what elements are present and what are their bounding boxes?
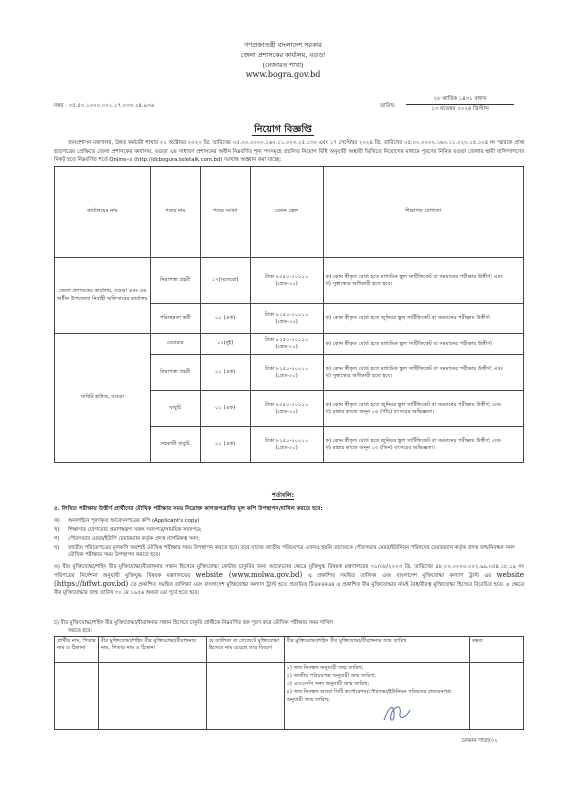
header-post: পদের নাম bbox=[150, 167, 200, 258]
count-cell: ০১ (এক) bbox=[200, 391, 250, 427]
office-name: জেলা প্রশাসকের কার্যালয়, বগুড়া bbox=[240, 51, 326, 59]
table-row bbox=[55, 258, 524, 304]
molwa-website-link[interactable]: website (www.molwa.gov.bd) bbox=[195, 571, 303, 579]
pay-cell: টাকা ৮২৫০-২০০১০ (গ্রেড-২০) bbox=[250, 427, 323, 463]
freedom-fighter-form-table bbox=[54, 636, 524, 730]
post-cell: বেয়ারার bbox=[150, 334, 200, 355]
pay-cell: টাকা ৮২৫০-২০০১০ (গ্রেড-২০) bbox=[250, 304, 323, 334]
govt-name: গণপ্রজাতন্ত্রী বাংলাদেশ সরকার bbox=[244, 41, 322, 49]
blank-cell bbox=[98, 663, 206, 730]
condition-form-instruction: চ) বীর মুক্তিযোদ্ধা/শহিদ বীর মুক্তিযোদ্ধা/বীরাঙ্গনার সন্তান হিসেবে চাকুরি প্রার্থীকে নিম্নবর্ণিত ছক পূরণ করে মৌখিক পরীক্ষার সময় দাখিল bbox=[54, 620, 334, 626]
header-remarks: মন্তব্য bbox=[470, 637, 524, 663]
condition-form-instruction-end: করতে হবে: bbox=[68, 628, 93, 634]
vacancy-table bbox=[54, 166, 524, 463]
post-cell: নিরাপত্তা প্রহরী bbox=[150, 258, 200, 304]
date-bangla: ২৮ কার্তিক ১৪৩১ বঙ্গাব্দ bbox=[433, 96, 487, 102]
header-pay: বেতন স্কেল bbox=[250, 167, 323, 258]
blank-cell bbox=[55, 663, 99, 730]
post-cell: সহকারী বাবুর্চি bbox=[150, 427, 200, 463]
form-table-header bbox=[55, 637, 524, 663]
document-list bbox=[54, 517, 524, 560]
header-qualification: শিক্ষাগত যোগ্যতা bbox=[323, 167, 523, 258]
list-item: গ) পৌরসভার মেয়র/ইউপি চেয়ারম্যান কর্তৃক প্রদত্ত নাগরিকত্ব সনদ; bbox=[54, 536, 201, 543]
post-cell: নিরাপত্তা প্রহরী bbox=[150, 355, 200, 391]
memo-number: নম্বর : ০৫.৫০.১০০০.০০১.১৭.০৩৩.২৪.৯৩৬ bbox=[54, 103, 155, 109]
form-table-row bbox=[55, 663, 524, 730]
header-office: কার্যালয়ের নাম bbox=[55, 167, 151, 258]
office-cell: সার্কিট হাউজ, বগুড়া bbox=[55, 334, 151, 463]
qualification-cell: ক) কোন স্বীকৃত বোর্ড হতে জুনিয়র স্কুল সার্টিফিকেট বা সমমানের পরীক্ষায় উত্তীর্ণ; এবং খ) রান্নার কাজে অনূন ০৫ (পাঁচ) বৎসরের অভিজ্ঞতা। bbox=[323, 391, 523, 427]
intro-paragraph: জনপ্রশাসন মন্ত্রণালয়, উন্নত কর্মচারী শাখার ০১ অক্টোবর ২০২৩ খ্রি. তারিখের ০৫.০০.০০০০.১৬০.১১.০২৩.২৫.১৩০ এবং ১৭ সেপ্টেম্বর ২০২৪ খ্রি. তারিখের ০৫.০০.০০০০.১৬০.১১.০২৩.১৫.১০৪ নং স্মারকে প্রাপ্ত ছাড়পত্রের প্রেক্ষিতে জেলা প্রশাসকের কার্যালয়, বগুড়া এর সাধারণ প্রশাসনের অধীন নিম্নবর্ণিত শূন্য পদসমূহে প্রচলিত নিয়োগ বিধি অনুযায়ী অস্থায়ী ভিত্তিতে নিয়োগের মাধ্যমে পূরণের নিমিত্ত বগুড়া জেলার স্থায়ী বাসিন্দাগণের নিকট হতে নিম্নবর্ণিত শর্তে Online-এ (http://dcbogura.teletalk.com.bd) দরখাস্ত আহ্বান করা যাচ্ছে: bbox=[54, 140, 524, 164]
header-count: পদের সংখ্যা bbox=[200, 167, 250, 258]
header-candidate: প্রার্থীর নাম, পিতার নাম ও ঠিকানা bbox=[55, 637, 99, 663]
letterhead bbox=[0, 40, 566, 80]
count-cell: ০১ (এক) bbox=[200, 355, 250, 391]
notice-title: নিয়োগ বিজ্ঞপ্তি bbox=[254, 124, 312, 135]
list-item: ঘ) জাতীয় পরিচয়পত্রের মূলকপি অবশ্যই মৌখিক পরীক্ষার সময় উপস্থাপন করতে হবে। তবে যাদের জাতীয় পরিচয়পত্র এখনও হয়নি তাদেরকে পৌরসভার মেয়র/ইউনিয়ন পরিষদের চেয়ারম্যান কর্তৃক প্রদত্ত জন্মনিবন্ধন সনদ মৌখিক পরীক্ষার সময় উপস্থাপন করতে হবে। bbox=[54, 544, 515, 559]
website-link[interactable]: www.bogra.gov.bd bbox=[245, 70, 321, 79]
condition-freedom-fighter-quota: ঙ) বীর মুক্তিযোদ্ধা/শহিদ বীর মুক্তিযোদ্ধা/বীরাঙ্গনার সন্তান হিসেবে মুক্তিযোদ্ধা কোটায় চাকুরির জন্য আবেদনের ক্ষেত্রে মুক্তিযুদ্ধ বিষয়ক মন্ত্রণালয়ের ৩১/০৮/২০২৩ খ্রি. তারিখের ৪৮.০০.০০০০.০০২.৯৯.০৫৪.১৮.১৯ নং পরিপত্রের নির্দেশনা অনুযায়ী মুক্তিযুদ্ধ বিষয়ক মন্ত্রণালয়ের website (www.molwa.gov.bd) এ প্রকাশিত সমন্বিত তালিকা এবং বাংলাদেশ মুক্তিযোদ্ধা কল্যাণ ট্রাস্ট এর website (https://bffwt.gov.bd) তে প্রকাশিত সমন্বিত তালিকা এবং বাংলাদেশ মুক্তিযোদ্ধা কল্যাণ ট্রাস্ট হতে প্রত্যয়িত টিএমএমএম এ প্রকাশিত বীর মুক্তিযোদ্ধার নামই বৈধ/বীরত্ব মুক্তিযোদ্ধা হিসেবে বিবেচিত হবে। এ ক্ষেত্রে বীর মুক্তিযোদ্ধার জন্ম তারিখ ৩০ মে ১৯৫৬ অথবা এর পূর্বে হতে হবে। bbox=[54, 564, 525, 596]
count-cell: ১৭(সতেরো) bbox=[200, 258, 250, 304]
pay-cell: টাকা ৮২৫০-২০০১০ (গ্রেড-২০) bbox=[250, 355, 323, 391]
header-fighter: বীর মুক্তিযোদ্ধা/শহিদ বীর মুক্তিযোদ্ধা/বীরাঙ্গনার নাম, পিতার নাম ও ঠিকানা bbox=[98, 637, 206, 663]
pay-cell: টাকা ৮২৫০-২০০১০ (গ্রেড-২০) bbox=[250, 258, 323, 304]
bffwt-website-link[interactable]: website (https://bffwt.gov.bd) bbox=[54, 571, 525, 588]
dob-cell: ১) জন্ম নিবন্ধন অনুযায়ী জন্ম তারিখ; ২) জাতীয় পরিচয়পত্র অনুযায়ী জন্ম তারিখ; ৩) এসএসসি সনদ অনুযায়ী জন্ম তারিখ; ৪) জন্ম নিবন্ধন অথবা সিটি কর্পোরেশন/পৌরসভা/ইউনিয়ন পরিষদের প্রত্যয়নপত্র অনুযায়ী জন্ম তারিখ; bbox=[284, 663, 470, 730]
list-item: ক) অনলাইনে পূরণকৃত আবেদনপত্রের কপি (Applicant's copy) bbox=[54, 518, 200, 524]
pay-cell: টাকা ৮২৫০-২০০১০ (গ্রেড-২০) bbox=[250, 391, 323, 427]
signature bbox=[380, 700, 420, 729]
count-cell: ০১ (এক) bbox=[200, 304, 250, 334]
pay-cell: টাকা ৮২৫০-২০০১০ (গ্রেড-২০) bbox=[250, 334, 323, 355]
blank-cell bbox=[206, 663, 284, 730]
office-cell: জেলা প্রশাসকের কার্যালয়, বগুড়া এবং এর অধীন উপজেলা নির্বাহী অফিসারের কার্যালয় bbox=[55, 258, 151, 334]
date-label: তারিখ: bbox=[380, 103, 396, 109]
date-block bbox=[402, 95, 518, 114]
qualification-cell: ক) কোন স্বীকৃত বোর্ড হতে মাধ্যমিক স্কুল সার্টিফিকেট বা সমমানের পরীক্ষায় উত্তীর্ণ; এবং খ) সুস্বাস্থ্যের অধিকারী হতে হবে। bbox=[323, 258, 523, 304]
header-dob: বীর মুক্তিযোদ্ধা/শহিদ বীর মুক্তিযোদ্ধা/বীরাঙ্গনার জন্ম তারিখ bbox=[284, 637, 470, 663]
date-english: ১৩ নভেম্বর ২০২৪ খ্রিস্টাব্দ bbox=[431, 106, 489, 112]
post-cell: বাবুর্চি bbox=[150, 391, 200, 427]
qualification-cell: ক) কোন স্বীকৃত বোর্ড হতে জুনিয়র স্কুল সার্টিফিকেট বা সমমানের পরীক্ষায় উত্তীর্ণ; এবং খ) রান্নার কাজে অনূন ০৩ (তিন) বৎসরের অভিজ্ঞতা। bbox=[323, 427, 523, 463]
table-row bbox=[55, 334, 524, 355]
signature-mark bbox=[380, 700, 420, 726]
count-cell: ০১ (এক) bbox=[200, 427, 250, 463]
qualification-cell: ক) কোন স্বীকৃত বোর্ড হতে মাধ্যমিক স্কুল সার্টিফিকেট বা সমমানের পরীক্ষায় উত্তীর্ণ; এবং খ) সুস্বাস্থ্যের অধিকারী হতে হবে। bbox=[323, 355, 523, 391]
count-cell: ০২(দুই) bbox=[200, 334, 250, 355]
conditions-title: শর্তাবলি: bbox=[272, 492, 294, 499]
qualification-cell: ক) কোন স্বীকৃত বোর্ড হতে জুনিয়র স্কুল সার্টিফিকেট বা সমমানের পরীক্ষায় উত্তীর্ণ। bbox=[323, 304, 523, 334]
header-gazette: যে তালিকা বা গেজেটে মুক্তিযোদ্ধা হিসেবে নাম রয়েছে তার বিবরণ bbox=[206, 637, 284, 663]
post-cell: পরিচ্ছন্নতা কর্মী bbox=[150, 304, 200, 334]
continued-page: চলমান পাতা/০২ bbox=[462, 738, 498, 744]
vacancy-table-header bbox=[55, 167, 524, 258]
list-item: খ) শিক্ষাগত যোগ্যতার প্রমাণস্বরূপ সকল সনদপত্র/সাময়িক সনদপত্র; bbox=[54, 527, 202, 534]
qualification-cell: ক) কোন স্বীকৃত বোর্ড হতে মাধ্যমিক স্কুল সার্টিফিকেট বা সমমানের পরীক্ষায় উত্তীর্ণ। bbox=[323, 334, 523, 355]
blank-cell bbox=[470, 663, 524, 730]
section-name: (নেজারত শাখা) bbox=[262, 61, 304, 69]
condition-5: ৫. লিখিত পরীক্ষায় উত্তীর্ণ প্রার্থীদের মৌখিক পরীক্ষার সময় নিম্নোক্ত কাগজপত্রাদির মূল কপি উপস্থাপন/দাখিল করতে হবে: bbox=[54, 506, 323, 512]
